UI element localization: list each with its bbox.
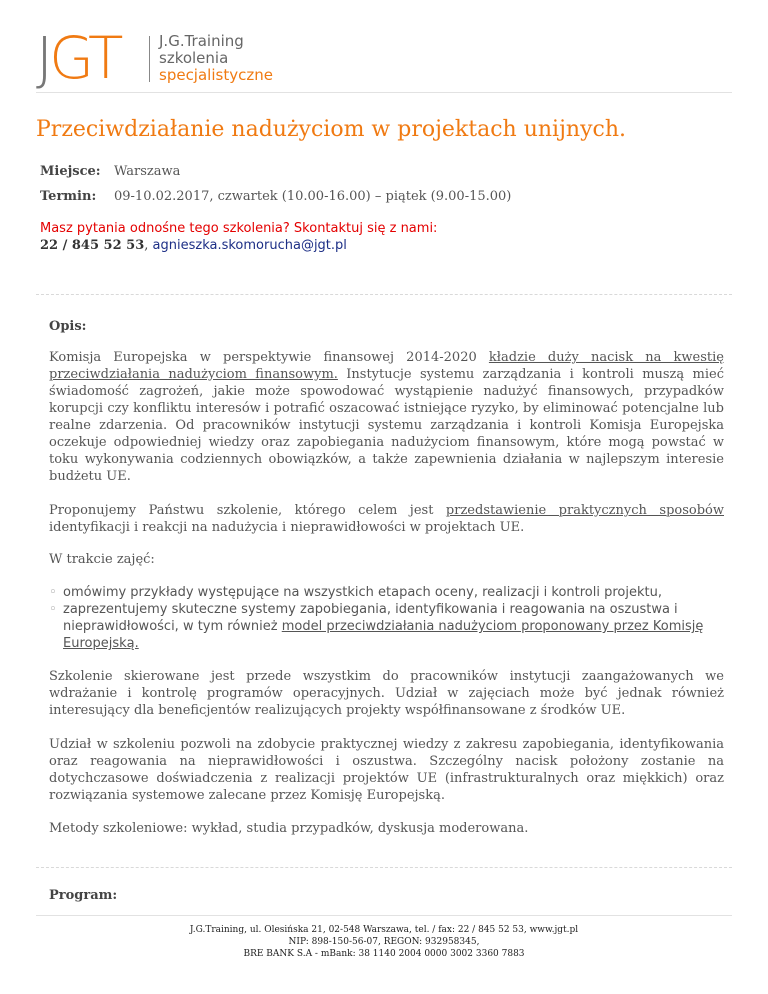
meta-place-row (40, 163, 180, 181)
description-paragraph-1 (49, 349, 724, 485)
description-paragraph-3: W trakcie zajęć: (49, 552, 155, 567)
logo-mark-gt: GT (49, 24, 120, 92)
company-logo (36, 24, 296, 92)
description-paragraph-2 (49, 502, 724, 536)
list-item (49, 584, 724, 601)
page-title: Przeciwdziałanie nadużyciom w projektach unijnych. (36, 117, 626, 142)
term-label: Termin: (40, 189, 97, 204)
list-item (49, 601, 724, 652)
list-item-underlined: model przeciwdziałania nadużyciom proponowany przez Komisję Europejską. (63, 619, 704, 651)
contact-email-link[interactable]: agnieszka.skomorucha@jgt.pl (152, 238, 347, 253)
page-footer (0, 924, 768, 960)
term-value: 09-10.02.2017, czwartek (10.00-16.00) – piątek (9.00-15.00) (114, 189, 512, 204)
logo-mark (36, 24, 120, 92)
meta-term-row (40, 188, 511, 206)
logo-mark-j: J (36, 24, 50, 92)
description-heading (49, 318, 724, 335)
logo-line-3: specjalistyczne (159, 66, 273, 84)
logo-line-1: J.G.Training (159, 32, 244, 50)
program-heading (49, 887, 724, 904)
contact-phone[interactable]: 22 / 845 52 53 (40, 238, 145, 253)
logo-text (159, 33, 273, 84)
contact-block (40, 220, 437, 254)
p1-underlined: kładzie duży nacisk na kwestię przeciwdziałania nadużyciom finansowym. (49, 350, 724, 382)
section-divider (36, 867, 732, 868)
place-value: Warszawa (114, 164, 181, 179)
contact-separator: , (144, 238, 153, 253)
logo-line-2: szkolenia (159, 49, 229, 67)
description-heading-text: Opis: (49, 319, 87, 334)
p1-text-a: Komisja Europejska w perspektywie finansowej 2014-2020 (49, 350, 489, 365)
section-divider (36, 294, 732, 295)
bullet-icon: ◦ (49, 585, 57, 600)
p1-text-b: Instytucje systemu zarządzania i kontroli muszą mieć świadomość zagrożeń, jakie może spowodować wystąpienie nadużyć finansowych, przypadków korupcji czy konfliktu interesów i potrafić oszacować istniejące ryzyko, by eliminować potencjalne lub realne zdarzenia. Od pracowników instytucji systemu zarządzania i kontroli Komisja Europejska oczekuje odpowiedniej wiedzy oraz zapobiegania nadużyciom finansowym, które mogą powstać w toku wykonywania codziennych obowiązków, a także zapewnienia działania w najlepszym interesie budżetu UE. (49, 367, 724, 484)
topics-list (49, 584, 724, 652)
p2-text-a: Proponujemy Państwu szkolenie, którego celem jest (49, 503, 446, 518)
logo-separator (149, 36, 150, 82)
list-item-text: zaprezentujemy skuteczne systemy zapobiegania, identyfikowania i reagowania na oszustwa i nieprawidłowości, w tym również (63, 602, 678, 634)
bullet-icon: ◦ (49, 602, 57, 617)
description-paragraph-4: Szkolenie skierowane jest przede wszystkim do pracowników instytucji zaangażowanych we wdrażanie i kontrolę programów operacyjnych. Udział w zajęciach może być jednak również interesujący dla beneficjentów realizujących projekty współfinansowane z środków UE. (49, 669, 724, 718)
program-heading-text: Program: (49, 888, 118, 903)
footer-line-1: J.G.Training, ul. Olesińska 21, 02-548 Warszawa, tel. / fax: 22 / 845 52 53, www.jgt.pl (189, 925, 579, 935)
footer-divider (36, 915, 732, 916)
footer-line-2: NIP: 898-150-56-07, REGON: 932958345, (288, 937, 480, 947)
p2-text-b: identyfikacji i reakcji na nadużycia i nieprawidłowości w projektach UE. (49, 520, 525, 535)
p2-underlined: przedstawienie praktycznych sposobów (445, 503, 724, 518)
footer-line-3: BRE BANK S.A - mBank: 38 1140 2004 0000 3002 3360 7883 (243, 949, 525, 959)
description-paragraph-6: Metody szkoleniowe: wykład, studia przypadków, dyskusja moderowana. (49, 821, 529, 836)
place-label: Miejsce: (40, 164, 101, 179)
contact-question: Masz pytania odnośne tego szkolenia? Skontaktuj się z nami: (40, 221, 438, 236)
description-paragraph-5: Udział w szkoleniu pozwoli na zdobycie praktycznej wiedzy z zakresu zapobiegania, identyfikowania oraz reagowania na nieprawidłowości i oszustwa. Szczególny nacisk położony zostanie na dotychczasowe doświadczenia z realizacji projektów UE (infrastrukturalnych oraz miękkich) oraz rozwiązania systemowe zalecane przez Komisję Europejską. (49, 737, 724, 803)
list-item-text: omówimy przykłady występujące na wszystkich etapach oceny, realizacji i kontroli projektu, (63, 585, 662, 600)
header-divider (36, 92, 732, 93)
